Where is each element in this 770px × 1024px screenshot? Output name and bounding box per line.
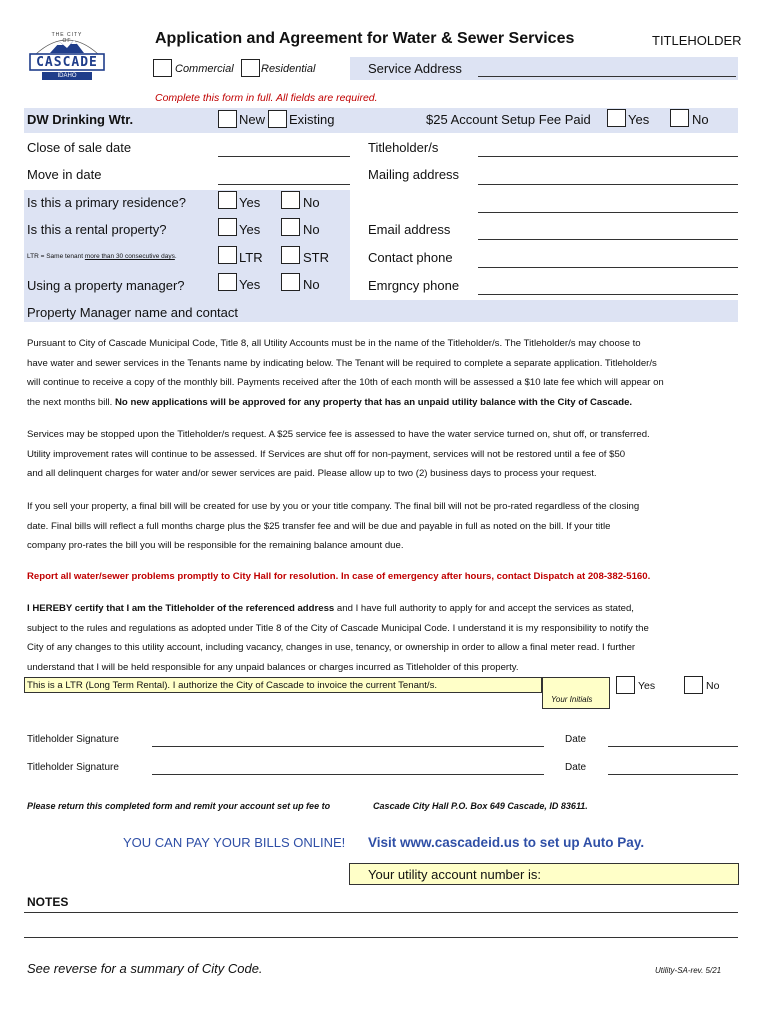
email-field[interactable] [478, 239, 738, 240]
city-hall-address: Cascade City Hall P.O. Box 649 Cascade, ID 83611. [373, 801, 588, 811]
service-type-label: DW Drinking Wtr. [27, 112, 134, 127]
titleholders-label: Titleholder/s [368, 140, 439, 155]
date-field-2[interactable] [608, 774, 738, 775]
date-label-1: Date [565, 734, 587, 745]
service-address-line [478, 76, 736, 77]
ltr-note-underlined: more than 30 consecutive days [84, 253, 175, 260]
paragraph-line: If you sell your property, a final bill will be created for use by you or your title company. The final bill will not be pro-rated regardless of the closing [27, 501, 640, 512]
close-of-sale-field[interactable] [218, 156, 350, 157]
report-problems-text: Report all water/sewer problems promptly to City Hall for resolution. In case of emergency after hours, contact Dispatch at 208-382-5160. [27, 571, 651, 582]
signature-label-2: Titleholder Signature [27, 762, 119, 773]
paragraph-line: will continue to receive a copy of the monthly bill. Payments received after the 10th of each month will be assessed a $10 late fee which will appear on [27, 377, 664, 388]
titleholders-field[interactable] [478, 156, 738, 157]
copy-label: TITLEHOLDER [652, 33, 742, 48]
paragraph-plain-text: the next months bill. [27, 396, 115, 408]
emergency-phone-label: Emrgncy phone [368, 278, 460, 293]
new-checkbox[interactable] [218, 110, 237, 128]
email-label: Email address [368, 222, 451, 237]
ltr-note [27, 253, 177, 260]
close-of-sale-label: Close of sale date [27, 140, 132, 155]
rental-property-question: Is this a rental property? [27, 222, 167, 237]
new-label: New [239, 112, 266, 127]
property-manager-label: Property Manager name and contact [27, 305, 239, 320]
autopay-link[interactable]: Visit www.cascadeid.us to set up Auto Pay. [368, 835, 645, 850]
primary-yes-checkbox[interactable] [218, 191, 237, 209]
pm-yes-label: Yes [239, 277, 261, 292]
paragraph-line: Utility improvement rates will continue to be assessed. If Services are shut off for non-payment, services will not be restored until a fee of $50 [27, 448, 626, 460]
ltr-checkbox[interactable] [218, 246, 237, 264]
paragraph-service-stop [27, 425, 747, 484]
paragraph-line: company pro-rates the bill you will be responsible for the remaining balance amount due. [27, 540, 404, 551]
contact-phone-field[interactable] [478, 267, 738, 268]
paragraph-line: date. Final bills will reflect a full months charge plus the $25 transfer fee and will be due and payable in full as noted on the bill. If your title [27, 520, 611, 532]
ltr-authorize-text: This is a LTR (Long Term Rental). I authorize the City of Cascade to invoice the current Tenant/s. [27, 680, 438, 691]
paragraph-titleholder-accounts [27, 334, 747, 412]
account-number-label: Your utility account number is: [368, 867, 541, 882]
rental-yes-checkbox[interactable] [218, 218, 237, 236]
pm-no-checkbox[interactable] [281, 273, 300, 291]
signature-label-1: Titleholder Signature [27, 734, 119, 745]
residential-label: Residential [261, 63, 316, 75]
city-logo [28, 32, 106, 82]
paragraph-line: Pursuant to City of Cascade Municipal Code, Title 8, all Utility Accounts must be in the name of the Titleholder/s. The Titleholder/s may choose to [27, 338, 641, 349]
logo-arc-text: THE CITY OF [51, 32, 83, 44]
str-checkbox[interactable] [281, 246, 300, 264]
report-problems-notice [27, 567, 747, 587]
mailing-address-field-2[interactable] [478, 212, 738, 213]
paragraph-line: City of any changes to this utility account, including vacancy, changes in use, tenancy, or ownership in order to allow a final meter read. I further [27, 642, 636, 653]
primary-no-checkbox[interactable] [281, 191, 300, 209]
emergency-phone-field[interactable] [478, 294, 738, 295]
paragraph-final-bill [27, 497, 747, 556]
primary-no-label: No [303, 195, 320, 210]
fee-label: $25 Account Setup Fee Paid [426, 112, 591, 127]
fee-no-checkbox[interactable] [670, 109, 689, 127]
authorize-yes-checkbox[interactable] [616, 676, 635, 694]
str-label: STR [303, 250, 329, 265]
ltr-note-suffix: . [174, 253, 177, 260]
date-label-2: Date [565, 762, 587, 773]
signature-field-2[interactable] [152, 774, 544, 775]
initials-box[interactable] [542, 677, 610, 709]
authorize-no-label: No [706, 680, 720, 692]
primary-yes-label: Yes [239, 195, 261, 210]
service-address-label: Service Address [368, 61, 462, 76]
pay-online-banner: YOU CAN PAY YOUR BILLS ONLINE! [123, 835, 346, 850]
contact-phone-label: Contact phone [368, 250, 453, 265]
logo-banner: IDAHO [57, 73, 77, 79]
signature-field-1[interactable] [152, 746, 544, 747]
commercial-checkbox[interactable] [153, 59, 172, 77]
fee-no-label: No [692, 112, 709, 127]
pm-no-label: No [303, 277, 320, 292]
existing-checkbox[interactable] [268, 110, 287, 128]
primary-residence-question: Is this a primary residence? [27, 195, 186, 210]
fee-yes-label: Yes [628, 112, 650, 127]
paragraph-line: subject to the rules and regulations as adopted under Title 8 of the City of Cascade Municipal Code. I understand it is my responsibility to notify the [27, 622, 649, 634]
certify-rest-text: and I have full authority to apply for and accept the services as stated, [334, 603, 634, 614]
paragraph-line: understand that I will be held responsible for any unpaid balances or charges incurred as Titleholder of this property. [27, 661, 519, 673]
move-in-label: Move in date [27, 167, 102, 182]
move-in-field[interactable] [218, 184, 350, 185]
property-manager-question: Using a property manager? [27, 278, 185, 293]
certify-bold-text: I HEREBY certify that I am the Titleholder of the referenced address [27, 603, 335, 614]
paragraph-line: have water and sewer services in the Tenants name by indicating below. The Tenant will be required to complete a separate application. Titleholder/s [27, 357, 657, 369]
rental-no-checkbox[interactable] [281, 218, 300, 236]
mailing-address-field[interactable] [478, 184, 738, 185]
existing-label: Existing [289, 112, 335, 127]
initials-label: Your Initials [551, 695, 593, 704]
ltr-note-prefix: LTR = Same tenant [27, 253, 85, 260]
fee-yes-checkbox[interactable] [607, 109, 626, 127]
instructions: Complete this form in full. All fields are required. [155, 92, 378, 104]
notes-line-1[interactable] [24, 912, 738, 913]
notes-line-2[interactable] [24, 937, 738, 938]
rental-no-label: No [303, 222, 320, 237]
ltr-label: LTR [239, 250, 263, 265]
certification-paragraph [27, 599, 747, 677]
commercial-label: Commercial [175, 63, 234, 75]
paragraph-line: and all delinquent charges for water and/or sewer services are paid. Please allow up to two (2) business days to process your request. [27, 468, 597, 479]
paragraph-line [27, 599, 747, 619]
paragraph-line [27, 393, 747, 413]
revision-label: Utility-SA-rev. 5/21 [655, 966, 722, 975]
logo-name: CASCADE [36, 55, 98, 70]
authorize-no-checkbox[interactable] [684, 676, 703, 694]
paragraph-line: Services may be stopped upon the Titleholder/s request. A $25 service fee is assessed to have the water service turned on, shut off, or transferred. [27, 429, 650, 440]
pm-yes-checkbox[interactable] [218, 273, 237, 291]
return-instructions: Please return this completed form and remit your account set up fee to [27, 801, 331, 811]
see-reverse-note: See reverse for a summary of City Code. [27, 961, 263, 976]
rental-yes-label: Yes [239, 222, 261, 237]
page-title: Application and Agreement for Water & Sewer Services [155, 30, 575, 47]
date-field-1[interactable] [608, 746, 738, 747]
residential-checkbox[interactable] [241, 59, 260, 77]
notes-title: NOTES [27, 895, 69, 909]
mailing-address-label: Mailing address [368, 167, 460, 182]
authorize-yes-label: Yes [638, 680, 656, 692]
paragraph-bold-text: No new applications will be approved for any property that has an unpaid utility balance with the City of Cascade. [115, 396, 633, 408]
